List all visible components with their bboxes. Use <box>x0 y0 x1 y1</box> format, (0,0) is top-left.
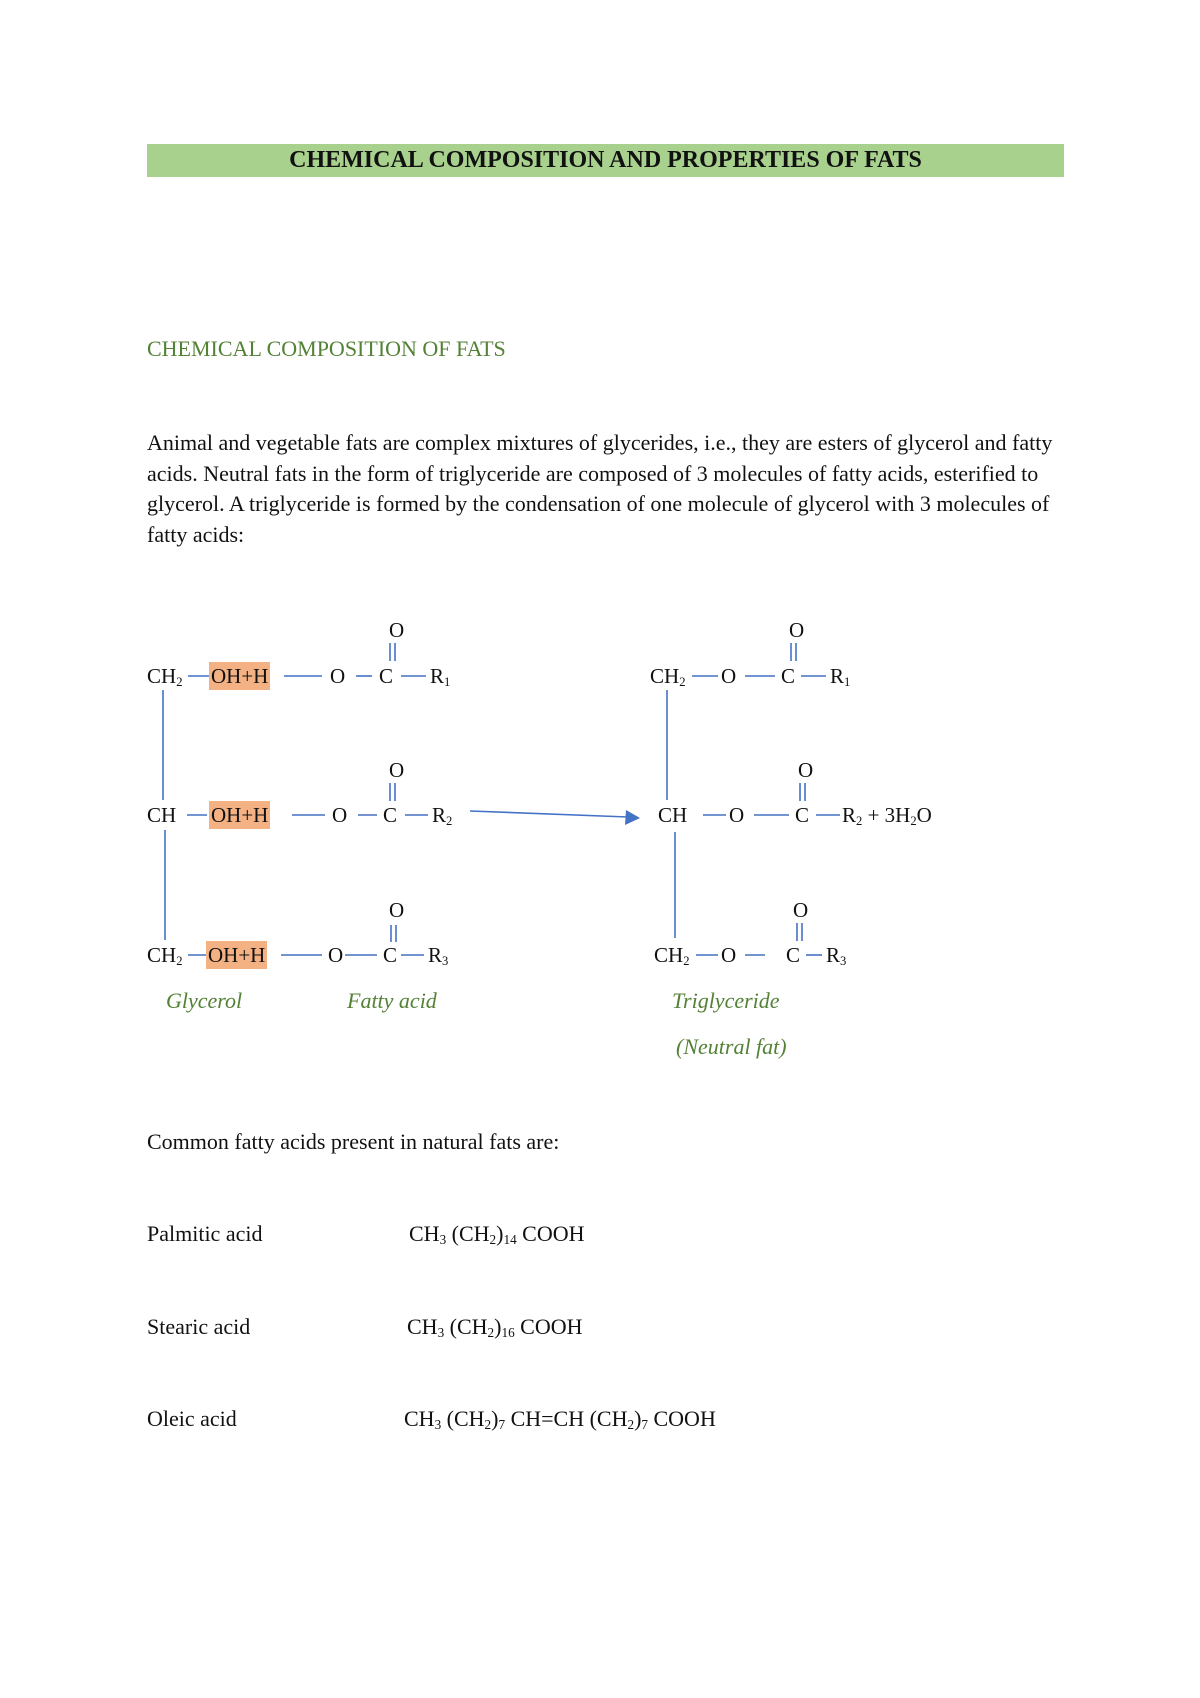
carbonyl-carbon-r3: C <box>383 943 398 967</box>
tg-r-group-2-plus-water: $R_2 + 3H_2O$ <box>842 803 932 828</box>
carbonyl-oxygen-r2: O <box>389 758 405 782</box>
acid-formula-palmitic: $CH_3$ $(CH_2)_{14}$ COOH <box>409 1221 585 1247</box>
label-triglyceride: Triglyceride <box>672 988 780 1013</box>
tg-r-group-1: $R_1$ <box>830 664 851 689</box>
tg-r-group-3: $R_3$ <box>826 943 847 968</box>
label-neutral-fat: (Neutral fat) <box>676 1034 787 1059</box>
acid-formula-stearic: $CH_3$ $(CH_2)_{16}$ COOH <box>407 1314 583 1340</box>
ester-oxygen-r1: O <box>330 664 346 688</box>
section-heading: CHEMICAL COMPOSITION OF FATS <box>147 336 506 361</box>
glycerol-ch2-top: $CH_2$ <box>147 664 183 689</box>
label-fatty-acid: Fatty acid <box>347 988 437 1013</box>
tg-carbonyl-carbon-r2: C <box>795 803 810 827</box>
carbonyl-carbon-r1: C <box>379 664 394 688</box>
carbonyl-oxygen-r3: O <box>389 898 405 922</box>
r-group-2: $R_2$ <box>432 803 453 828</box>
r-group-3: $R_3$ <box>428 943 449 968</box>
oh-h-highlight-2: OH+H <box>211 803 269 827</box>
carbonyl-carbon-r2: C <box>383 803 398 827</box>
acid-name-stearic: Stearic acid <box>147 1314 251 1339</box>
ester-oxygen-r3: O <box>328 943 344 967</box>
reaction-arrow-line <box>470 811 628 817</box>
tg-carbonyl-oxygen-r1: O <box>789 618 805 642</box>
intro-paragraph: Animal and vegetable fats are complex mixtures of glycerides, i.e., they are esters of glycerol and fatty acids. Neutral fats in the form of triglyceride are composed of 3 molecules of fatty acids, esterified to glycerol. A triglyceride is formed by the condensation of one molecule of glycerol with 3 molecules of fatty acids: <box>147 430 1053 547</box>
oh-h-highlight-1: OH+H <box>211 664 269 688</box>
tg-ch2-top: $CH_2$ <box>650 664 686 689</box>
page-title: CHEMICAL COMPOSITION AND PROPERTIES OF FATS <box>289 147 922 173</box>
carbonyl-oxygen-r1: O <box>389 618 405 642</box>
ester-oxygen-r2: O <box>332 803 348 827</box>
oh-h-highlight-3: OH+H <box>208 943 266 967</box>
glycerol-ch2-bottom: $CH_2$ <box>147 943 183 968</box>
tg-ester-oxygen-r1: O <box>721 664 737 688</box>
acid-name-palmitic: Palmitic acid <box>147 1221 263 1246</box>
acid-formula-oleic: $CH_3$ $(CH_2)_7$ CH=CH $(CH_2)_7$ COOH <box>404 1406 716 1432</box>
tg-ch-middle: CH <box>658 803 688 827</box>
tg-carbonyl-oxygen-r2: O <box>798 758 814 782</box>
tg-ester-oxygen-r3: O <box>721 943 737 967</box>
tg-carbonyl-carbon-r1: C <box>781 664 796 688</box>
reaction-arrow-head <box>625 810 640 825</box>
r-group-1: $R_1$ <box>430 664 451 689</box>
tg-ester-oxygen-r2: O <box>729 803 745 827</box>
tg-carbonyl-oxygen-r3: O <box>793 898 809 922</box>
glycerol-ch-middle: CH <box>147 803 177 827</box>
tg-ch2-bottom: $CH_2$ <box>654 943 690 968</box>
acid-name-oleic: Oleic acid <box>147 1406 237 1431</box>
label-glycerol: Glycerol <box>166 988 243 1013</box>
common-acids-intro: Common fatty acids present in natural fats are: <box>147 1129 560 1154</box>
tg-carbonyl-carbon-r3: C <box>786 943 801 967</box>
